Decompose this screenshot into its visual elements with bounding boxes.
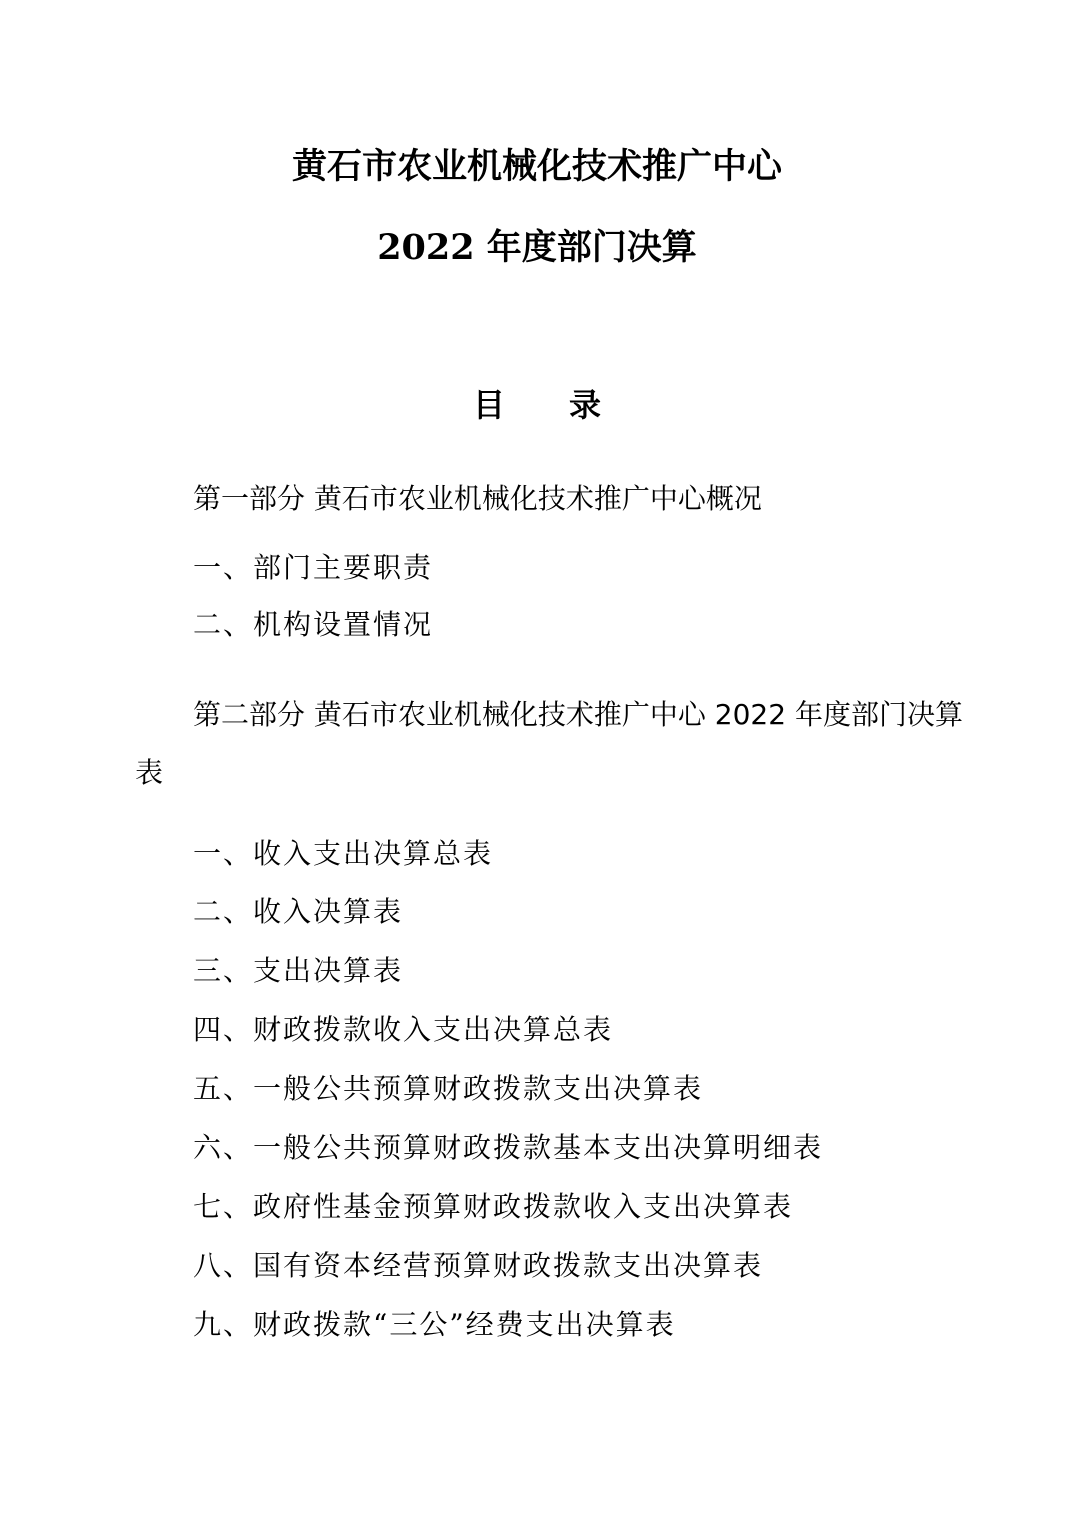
part-one-item: 二、机构设置情况	[193, 608, 434, 641]
toc-heading: 目 录	[472, 386, 601, 424]
part-two-heading: 第二部分 黄石市农业机械化技术推广中心 2022 年度部门决算	[193, 698, 963, 731]
part-two-item: 八、国有资本经营预算财政拨款支出决算表	[193, 1249, 764, 1282]
part-two-item: 二、收入决算表	[193, 895, 404, 928]
part-two-item: 七、政府性基金预算财政拨款收入支出决算表	[193, 1190, 794, 1223]
part-two-item: 四、财政拨款收入支出决算总表	[193, 1013, 614, 1046]
part-two-item: 一、收入支出决算总表	[193, 837, 494, 870]
part-two-item: 九、财政拨款“三公”经费支出决算表	[193, 1308, 676, 1341]
part-one-item: 一、部门主要职责	[193, 551, 434, 584]
document-title-line-1: 黄石市农业机械化技术推广中心	[291, 146, 782, 187]
part-two-heading-continuation: 表	[135, 756, 164, 789]
part-two-item: 五、一般公共预算财政拨款支出决算表	[193, 1072, 704, 1105]
document-title-line-2: 2022 年度部门决算	[377, 227, 697, 268]
part-two-item: 三、支出决算表	[193, 954, 404, 987]
part-two-item: 六、一般公共预算财政拨款基本支出决算明细表	[193, 1131, 824, 1164]
part-one-heading: 第一部分 黄石市农业机械化技术推广中心概况	[193, 482, 762, 515]
